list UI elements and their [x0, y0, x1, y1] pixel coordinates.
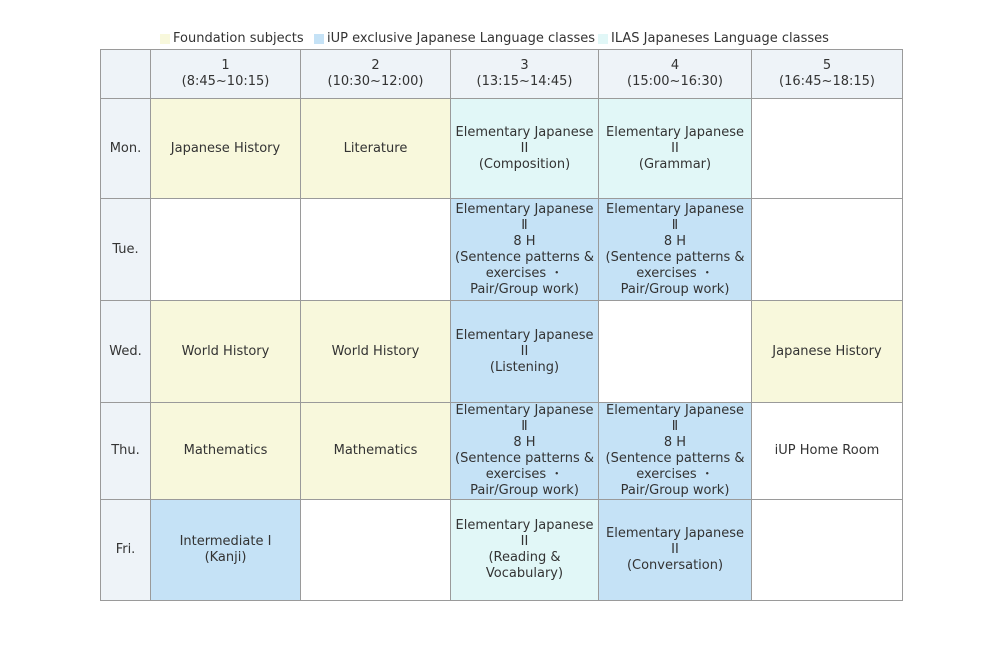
timetable: [100, 49, 902, 600]
class-cell: Elementary Japanese Ⅱ 8 H (Sentence patterns & exercises ・ Pair/Group work): [598, 402, 752, 500]
class-cell: Japanese History: [751, 300, 903, 403]
class-cell: [751, 499, 903, 601]
day-label: Fri.: [100, 499, 151, 601]
legend-swatch-ilas: [598, 34, 608, 44]
day-label: Tue.: [100, 198, 151, 301]
class-cell: [300, 198, 451, 301]
class-cell: Elementary Japanese II (Conversation): [598, 499, 752, 601]
period-number: 2: [371, 58, 380, 73]
class-cell: [598, 300, 752, 403]
day-label: Thu.: [100, 402, 151, 500]
class-cell: World History: [300, 300, 451, 403]
class-cell: Mathematics: [150, 402, 301, 500]
period-time: (10:30~12:00): [327, 74, 424, 89]
class-cell: Elementary Japanese II (Listening): [450, 300, 599, 403]
legend-item-foundation: [160, 31, 304, 46]
legend-item-iup: [314, 31, 595, 46]
period-header: [300, 49, 451, 99]
legend-swatch-iup: [314, 34, 324, 44]
class-cell: [150, 198, 301, 301]
class-cell: iUP Home Room: [751, 402, 903, 500]
class-cell: Elementary Japanese Ⅱ 8 H (Sentence patterns & exercises ・ Pair/Group work): [450, 198, 599, 301]
class-cell: Literature: [300, 98, 451, 199]
period-time: (15:00~16:30): [627, 74, 723, 89]
class-cell: Elementary Japanese II (Grammar): [598, 98, 752, 199]
class-cell: [751, 98, 903, 199]
day-label: Mon.: [100, 98, 151, 199]
period-time: (16:45~18:15): [779, 74, 875, 89]
class-cell: [751, 198, 903, 301]
legend-label-iup: iUP exclusive Japanese Language classes: [327, 31, 596, 46]
class-cell: Elementary Japanese II (Composition): [450, 98, 599, 199]
class-cell: Elementary Japanese Ⅱ 8 H (Sentence patterns & exercises ・ Pair/Group work): [598, 198, 752, 301]
period-number: 3: [520, 58, 529, 73]
period-header: [598, 49, 752, 99]
legend-label-ilas: ILAS Japaneses Language classes: [611, 31, 829, 46]
period-time: (13:15~14:45): [476, 74, 573, 89]
class-cell: [300, 499, 451, 601]
day-label: Wed.: [100, 300, 151, 403]
period-header: [751, 49, 903, 99]
legend-label-foundation: Foundation subjects: [173, 31, 304, 46]
period-header: [450, 49, 599, 99]
period-header: [150, 49, 301, 99]
legend: [0, 31, 1000, 49]
class-cell: Mathematics: [300, 402, 451, 500]
period-number: 4: [670, 58, 680, 73]
class-cell: Elementary Japanese Ⅱ 8 H (Sentence patterns & exercises ・ Pair/Group work): [450, 402, 599, 500]
legend-item-ilas: [598, 31, 829, 46]
class-cell: Intermediate Ⅰ (Kanji): [150, 499, 301, 601]
period-number: 1: [221, 58, 230, 73]
legend-swatch-foundation: [160, 34, 170, 44]
corner-cell: [100, 49, 151, 99]
period-number: 5: [822, 58, 832, 73]
class-cell: Elementary Japanese II (Reading & Vocabulary): [450, 499, 599, 601]
period-time: (8:45~10:15): [181, 74, 270, 89]
class-cell: World History: [150, 300, 301, 403]
class-cell: Japanese History: [150, 98, 301, 199]
